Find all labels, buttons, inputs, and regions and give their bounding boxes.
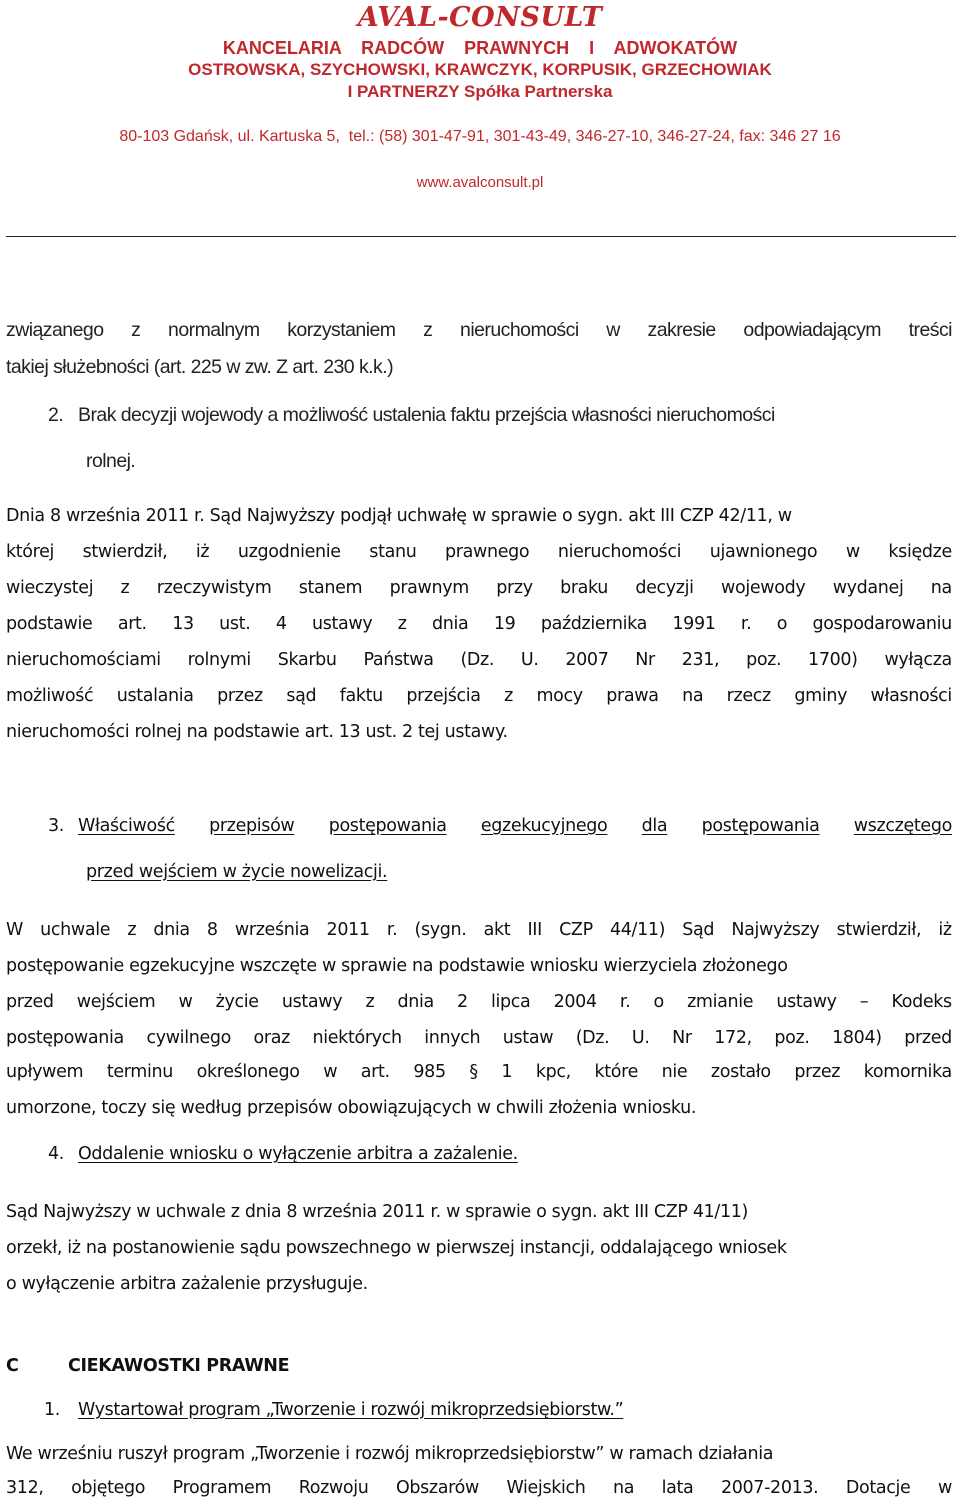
word: 19 [493, 614, 516, 634]
word: III [527, 920, 542, 940]
word: przez [794, 1062, 841, 1082]
word: egzekucyjnego [480, 816, 608, 836]
word: 312, [6, 1478, 44, 1498]
word: z [127, 920, 137, 940]
word: art. [360, 1062, 390, 1082]
word: dla [641, 816, 668, 836]
word: nieruchomości [460, 319, 579, 341]
word: życie [215, 992, 259, 1012]
word: akt [483, 920, 511, 940]
word: własności [870, 686, 952, 706]
firm-name-line-3: I PARTNERZY Spółka Partnerska [347, 82, 613, 101]
word: odpowiadającym [743, 319, 881, 341]
word: Państwa [363, 650, 434, 670]
word: iż [938, 920, 952, 940]
paragraph-line [6, 1062, 952, 1082]
word: normalnym [168, 319, 260, 341]
section-title: Oddalenie wniosku o wyłączenie arbitra a zażalenie. [78, 1144, 518, 1164]
word: rzecz [726, 686, 771, 706]
section-number: 4. [48, 1144, 64, 1164]
word: przejścia [406, 686, 481, 706]
word: postępowania [6, 1028, 124, 1048]
word: nieruchomości [557, 542, 682, 562]
paragraph-line: Dnia 8 września 2011 r. Sąd Najwyższy podjął uchwałę w sprawie o sygn. akt III CZP 42/11, w [6, 506, 792, 526]
word: Sąd [682, 920, 715, 940]
word: 2007-2013. [720, 1478, 819, 1498]
word: Nr [672, 1028, 692, 1048]
word: CZP [559, 920, 593, 940]
firm-name-line-2: OSTROWSKA, SZYCHOWSKI, KRAWCZYK, KORPUSIK, GRZECHOWIAK [188, 60, 772, 79]
word: przez [217, 686, 263, 706]
paragraph-line [6, 319, 952, 342]
word: z [397, 614, 407, 634]
firm-website: www.avalconsult.pl [416, 174, 544, 191]
word: dnia [397, 992, 434, 1012]
word: (sygn. [414, 920, 467, 940]
word: rzeczywistym [156, 578, 272, 598]
word: U. [520, 650, 539, 670]
word: wszczętego [853, 816, 952, 836]
paragraph-line: nieruchomości rolnej na podstawie art. 13 ust. 2 tej ustawy. [6, 722, 508, 742]
word: podstawie [6, 614, 93, 634]
word: poz. [774, 1028, 810, 1048]
item-title: Wystartował program „Tworzenie i rozwój mikroprzedsiębiorstw.” [78, 1400, 624, 1420]
section-title: rolnej. [86, 450, 136, 472]
paragraph-line [6, 542, 952, 562]
paragraph-line [6, 992, 952, 1012]
word: iż [195, 542, 210, 562]
word: w [606, 319, 620, 341]
paragraph-line: takiej służebności (art. 225 w zw. Z art. 230 k.k.) [6, 356, 394, 378]
word: wydanej [832, 578, 904, 598]
word: prawa [606, 686, 659, 706]
word: października [540, 614, 647, 634]
section-heading: CIEKAWOSTKI PRAWNE [68, 1356, 290, 1376]
word: 985 [413, 1062, 446, 1082]
word: 2 [457, 992, 468, 1012]
word: przepisów [209, 816, 295, 836]
item-number: 1. [44, 1400, 60, 1420]
word: komornika [863, 1062, 952, 1082]
word: faktu [339, 686, 383, 706]
word: terminu [106, 1062, 174, 1082]
word: Skarbu [277, 650, 337, 670]
section-title: Brak decyzji wojewody a możliwość ustalenia faktu przejścia własności nieruchomości [78, 404, 775, 426]
word: U. [631, 1028, 650, 1048]
word: lata [661, 1478, 694, 1498]
word: z [423, 319, 433, 341]
word: nieruchomościami [6, 650, 161, 670]
word: września [234, 920, 310, 940]
word: na [930, 578, 952, 598]
word: ujawnionego [709, 542, 818, 562]
word: zakresie [647, 319, 716, 341]
word: art. [117, 614, 147, 634]
word: 4 [275, 614, 287, 634]
word: stanu [369, 542, 417, 562]
word: księdze [888, 542, 952, 562]
word: prawnym [389, 578, 469, 598]
word: gminy [794, 686, 848, 706]
word: w [845, 542, 860, 562]
word: 172, [714, 1028, 752, 1048]
word: w [178, 992, 193, 1012]
word: z [120, 578, 130, 598]
word: wejściem [76, 992, 156, 1012]
word: Obszarów [395, 1478, 479, 1498]
section-title: przed wejściem w życie nowelizacji. [86, 862, 388, 882]
word: uchwale [40, 920, 111, 940]
word: niektórych [312, 1028, 402, 1048]
word: Dotacje [845, 1478, 911, 1498]
word: kpc, [535, 1062, 571, 1082]
word: przed [904, 1028, 952, 1048]
word: braku [560, 578, 609, 598]
word: 1804) [832, 1028, 882, 1048]
word: rolnymi [187, 650, 251, 670]
paragraph-line: We wrześniu ruszył program „Tworzenie i rozwój mikroprzedsiębiorstw” w ramach działania [6, 1444, 774, 1464]
word: ustawy [312, 614, 373, 634]
word: możliwość [6, 686, 94, 706]
word: Najwyższy [731, 920, 820, 940]
firm-address: 80-103 Gdańsk, ul. Kartuska 5, tel.: (58) 301-47-91, 301-43-49, 346-27-10, 346-27-24, fax: 346 27 16 [119, 128, 841, 145]
paragraph-line: orzekł, iż na postanowienie sądu powszechnego w pierwszej instancji, oddalającego wniosek [6, 1238, 787, 1258]
word: dnia [432, 614, 469, 634]
word: innych [424, 1028, 481, 1048]
word: Właściwość [78, 816, 175, 836]
word: gospodarowaniu [812, 614, 952, 634]
word: stwierdził, [836, 920, 922, 940]
word: zostało [710, 1062, 771, 1082]
word: 13 [172, 614, 194, 634]
word: przed [6, 992, 54, 1012]
word: – [859, 992, 869, 1012]
word: ustawy [776, 992, 837, 1012]
word: dnia [153, 920, 190, 940]
paragraph-line [6, 614, 952, 634]
word: r. [740, 614, 752, 634]
word: ustawy [281, 992, 343, 1012]
section-number: 2. [48, 404, 64, 426]
word: stwierdził, [82, 542, 168, 562]
section-letter: C [6, 1356, 19, 1376]
paragraph-line: umorzone, toczy się według przepisów obowiązujących w chwili złożenia wniosku. [6, 1098, 697, 1118]
word: z [365, 992, 375, 1012]
word: oraz [253, 1028, 290, 1048]
word: Wiejskich [506, 1478, 586, 1498]
word: określonego [196, 1062, 300, 1082]
word: wyłącza [884, 650, 952, 670]
word: 44/11) [609, 920, 666, 940]
paragraph-line: postępowanie egzekucyjne wszczęte w sprawie na podstawie wniosku wierzyciela złożonego [6, 956, 788, 976]
word: o [776, 614, 788, 634]
word: postępowania [328, 816, 447, 836]
word: ustaw [502, 1028, 554, 1048]
word: z [131, 319, 141, 341]
firm-logo: AVAL-CONSULT [357, 2, 603, 33]
word: której [6, 542, 55, 562]
word: 1 [501, 1062, 513, 1082]
word: nie [661, 1062, 688, 1082]
firm-name-line-1: KANCELARIA RADCÓW PRAWNYCH I ADWOKATÓW [222, 38, 738, 58]
word: (Dz. [460, 650, 495, 670]
word: związanego [6, 319, 104, 341]
word: wieczystej [6, 578, 94, 598]
word: Kodeks [891, 992, 952, 1012]
word: 1991 [672, 614, 716, 634]
word: objętego [71, 1478, 146, 1498]
word: 2011 [326, 920, 370, 940]
word: na [613, 1478, 635, 1498]
paragraph-line: o wyłączenie arbitra zażalenie przysługuje. [6, 1274, 368, 1294]
section-number: 3. [48, 816, 64, 836]
paragraph-line: Sąd Najwyższy w uchwale z dnia 8 września 2011 r. w sprawie o sygn. akt III CZP 41/11) [6, 1202, 748, 1222]
word: cywilnego [146, 1028, 231, 1048]
word: postępowania [701, 816, 820, 836]
word: wojewody [721, 578, 806, 598]
word: 231, [681, 650, 720, 670]
section-title [78, 816, 952, 836]
word: upływem [6, 1062, 84, 1082]
paragraph-line [6, 1028, 952, 1048]
paragraph-line [6, 1478, 952, 1498]
paragraph-line [6, 650, 952, 670]
paragraph-line [6, 686, 952, 706]
word: stanem [298, 578, 363, 598]
word: które [594, 1062, 638, 1082]
word: w [937, 1478, 952, 1498]
word: § [469, 1062, 478, 1082]
word: Rozwoju [298, 1478, 369, 1498]
word: 2007 [565, 650, 609, 670]
word: w [323, 1062, 338, 1082]
word: r. [386, 920, 398, 940]
word: treści [908, 319, 952, 341]
word: 1700) [808, 650, 858, 670]
word: decyzji [635, 578, 694, 598]
header-divider [6, 236, 956, 237]
word: 2004 [553, 992, 597, 1012]
word: o [653, 992, 664, 1012]
word: Nr [635, 650, 655, 670]
word: z [504, 686, 513, 706]
word: sąd [286, 686, 317, 706]
paragraph-line [6, 920, 952, 940]
word: zmianie [687, 992, 754, 1012]
word: ust. [219, 614, 251, 634]
word: na [682, 686, 704, 706]
word: W [6, 920, 23, 940]
word: mocy [536, 686, 583, 706]
word: r. [619, 992, 631, 1012]
word: uzgodnienie [237, 542, 341, 562]
word: ustalania [116, 686, 194, 706]
paragraph-line [6, 578, 952, 598]
word: przy [496, 578, 533, 598]
word: lipca [490, 992, 531, 1012]
word: prawnego [445, 542, 530, 562]
word: Programem [172, 1478, 272, 1498]
word: 8 [206, 920, 218, 940]
word: (Dz. [575, 1028, 610, 1048]
word: poz. [746, 650, 782, 670]
word: korzystaniem [287, 319, 396, 341]
